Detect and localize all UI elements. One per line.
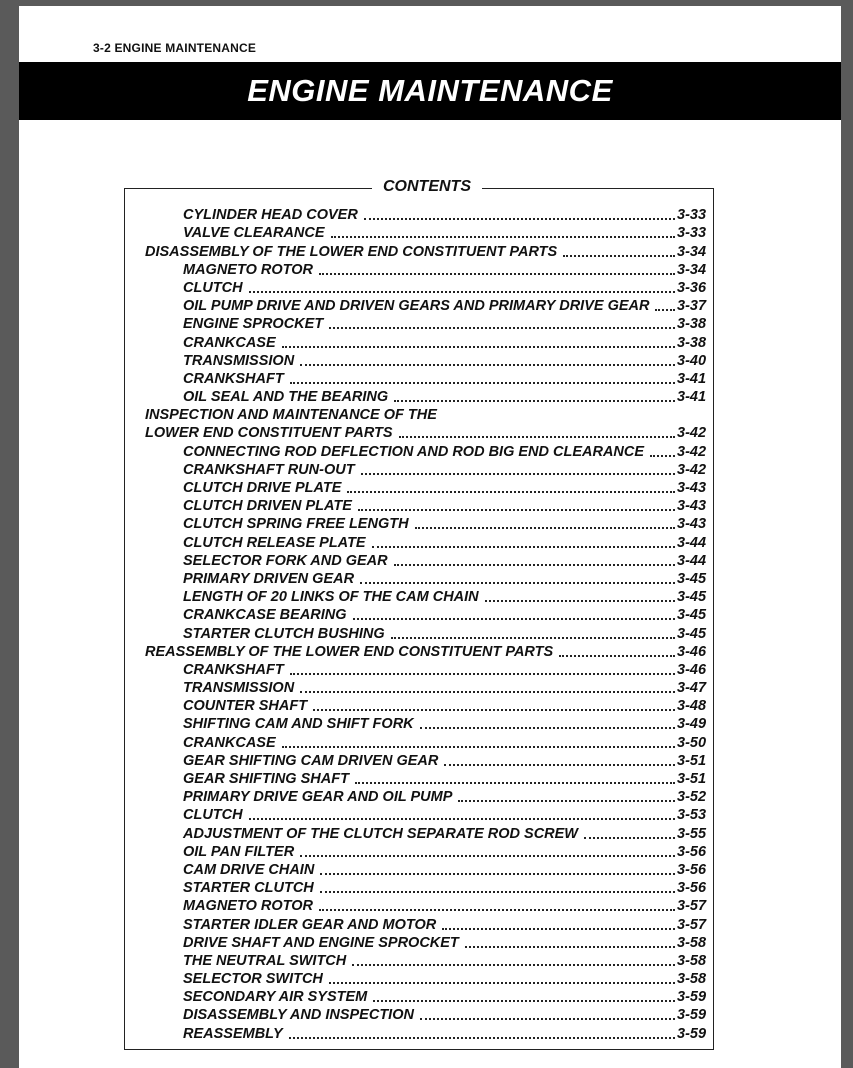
toc-entry-title: OIL SEAL AND THE BEARING <box>183 389 389 406</box>
toc-entry-page: 3-50 <box>677 734 707 751</box>
toc-entry-page: 3-48 <box>677 698 707 715</box>
dot-leader <box>320 873 675 875</box>
dot-leader <box>300 855 675 857</box>
document-page <box>19 6 841 1068</box>
dot-leader <box>319 909 675 911</box>
toc-entry-page: 3-45 <box>677 607 707 624</box>
toc-entry[interactable] <box>125 860 713 878</box>
toc-entry[interactable] <box>125 969 713 987</box>
dot-leader <box>358 509 675 511</box>
toc-entry[interactable] <box>125 605 713 623</box>
toc-entry-page: 3-56 <box>677 880 707 897</box>
toc-entry-page: 3-42 <box>677 425 707 442</box>
toc-entry-page: 3-47 <box>677 680 707 697</box>
toc-entry-title: REASSEMBLY <box>183 1025 283 1042</box>
dot-leader <box>563 255 675 257</box>
toc-entry-page: 3-44 <box>677 552 707 569</box>
toc-entry-page: 3-37 <box>677 298 707 315</box>
toc-entry[interactable] <box>125 787 713 805</box>
toc-entry-page: 3-58 <box>677 952 707 969</box>
dot-leader <box>352 964 675 966</box>
toc-entry-title: STARTER CLUTCH BUSHING <box>183 625 385 642</box>
dot-leader <box>650 455 675 457</box>
toc-entry-page: 3-38 <box>677 316 707 333</box>
toc-entry[interactable] <box>125 223 713 241</box>
dot-leader <box>364 218 675 220</box>
dot-leader <box>282 746 675 748</box>
dot-leader <box>347 491 675 493</box>
toc-entry-title: MAGNETO ROTOR <box>183 898 313 915</box>
toc-entry[interactable] <box>125 332 713 350</box>
dot-leader <box>329 982 675 984</box>
toc-entry-title: CLUTCH DRIVE PLATE <box>183 480 342 496</box>
toc-entry[interactable] <box>125 823 713 841</box>
toc-entry-title: STARTER CLUTCH <box>183 880 314 897</box>
toc-entry-title: PRIMARY DRIVEN GEAR <box>183 570 355 587</box>
toc-entry[interactable] <box>125 296 713 314</box>
toc-entry-page: 3-59 <box>677 1007 707 1024</box>
toc-entry-title: CLUTCH SPRING FREE LENGTH <box>183 516 409 533</box>
dot-leader <box>361 473 675 475</box>
toc-entry-title: CRANKCASE <box>183 334 276 351</box>
toc-entry-title: CRANKSHAFT RUN-OUT <box>183 461 355 478</box>
dot-leader <box>584 837 675 839</box>
dot-leader <box>559 655 675 657</box>
toc-entry[interactable] <box>125 532 713 550</box>
toc-entry[interactable] <box>125 751 713 769</box>
dot-leader <box>329 327 675 329</box>
dot-leader <box>442 928 675 930</box>
toc-entry-page: 3-36 <box>677 279 707 296</box>
toc-entry-page: 3-51 <box>677 771 707 787</box>
toc-entry[interactable] <box>125 551 713 569</box>
toc-entry-title: DISASSEMBLY AND INSPECTION <box>183 1007 414 1024</box>
contents-box <box>124 178 714 1050</box>
toc-entry-page: 3-46 <box>677 643 707 660</box>
toc-entry[interactable] <box>125 369 713 387</box>
dot-leader <box>420 727 675 729</box>
dot-leader <box>320 891 675 893</box>
dot-leader <box>415 527 675 529</box>
dot-leader <box>444 764 675 766</box>
toc-entry[interactable] <box>125 1005 713 1023</box>
dot-leader <box>290 673 675 675</box>
toc-entry[interactable] <box>125 696 713 714</box>
toc-entry-title: SELECTOR SWITCH <box>183 971 323 988</box>
toc-entry[interactable] <box>125 260 713 278</box>
toc-entry-title: CAM DRIVE CHAIN <box>183 861 315 878</box>
toc-entry[interactable] <box>125 514 713 532</box>
toc-entry-title: OIL PUMP DRIVE AND DRIVEN GEARS AND PRIMARY DRIVE GEAR <box>183 298 650 315</box>
dot-leader <box>300 691 675 693</box>
toc-entry-title: CRANKSHAFT <box>183 370 284 387</box>
toc-entry-page: 3-34 <box>677 243 707 260</box>
dot-leader <box>353 618 675 620</box>
dot-leader <box>465 946 675 948</box>
toc-entry-title: ADJUSTMENT OF THE CLUTCH SEPARATE ROD SCREW <box>183 825 578 842</box>
toc-entry-page: 3-46 <box>677 661 707 678</box>
toc-entry-page: 3-34 <box>677 261 707 278</box>
toc-entry[interactable] <box>125 623 713 641</box>
toc-entry-page: 3-53 <box>677 807 707 824</box>
toc-entry-page: 3-33 <box>677 225 707 242</box>
contents-heading: CONTENTS <box>372 178 482 196</box>
toc-entry[interactable] <box>125 441 713 459</box>
toc-entry-title: MAGNETO ROTOR <box>183 261 313 278</box>
toc-entry-title: GEAR SHIFTING CAM DRIVEN GEAR <box>183 752 439 769</box>
toc-entry-title: DRIVE SHAFT AND ENGINE SPROCKET <box>183 934 459 951</box>
toc-entry[interactable] <box>125 805 713 823</box>
toc-entry-page: 3-49 <box>677 716 707 733</box>
dot-leader <box>655 309 675 311</box>
toc-entry-title: LOWER END CONSTITUENT PARTS <box>145 425 393 442</box>
toc-entry[interactable] <box>125 842 713 860</box>
chapter-title-band <box>19 62 841 120</box>
toc-entry[interactable] <box>125 1023 713 1041</box>
toc-entry-page: 3-51 <box>677 752 707 769</box>
toc-entry[interactable] <box>125 914 713 932</box>
toc-entry-title: CRANKCASE <box>183 734 276 751</box>
toc-entry[interactable] <box>125 587 713 605</box>
toc-entry-title: CRANKSHAFT <box>183 661 284 678</box>
toc-list <box>125 205 713 1042</box>
toc-entry-page: 3-45 <box>677 589 707 606</box>
dot-leader <box>391 637 675 639</box>
toc-entry-title: VALVE CLEARANCE <box>183 225 325 242</box>
toc-entry[interactable] <box>125 769 713 787</box>
toc-entry[interactable] <box>125 351 713 369</box>
toc-entry-page: 3-45 <box>677 570 707 587</box>
dot-leader <box>249 291 675 293</box>
toc-entry[interactable] <box>125 878 713 896</box>
toc-entry-title: CRANKCASE BEARING <box>183 607 347 624</box>
toc-entry-title: LENGTH OF 20 LINKS OF THE CAM CHAIN <box>183 589 479 606</box>
toc-entry-page: 3-43 <box>677 480 707 496</box>
toc-entry[interactable] <box>125 460 713 478</box>
toc-entry-title: COUNTER SHAFT <box>183 698 308 715</box>
toc-entry-page: 3-33 <box>677 207 707 224</box>
toc-entry-page: 3-56 <box>677 861 707 878</box>
toc-entry[interactable] <box>125 678 713 696</box>
running-header: 3-2 ENGINE MAINTENANCE <box>93 41 257 55</box>
toc-entry-title: PRIMARY DRIVE GEAR AND OIL PUMP <box>183 789 453 806</box>
toc-entry-page: 3-58 <box>677 971 707 988</box>
toc-entry-page: 3-59 <box>677 989 707 1006</box>
dot-leader <box>394 400 675 402</box>
toc-entry-page: 3-58 <box>677 934 707 951</box>
toc-entry-page: 3-43 <box>677 498 707 515</box>
toc-entry-page: 3-38 <box>677 334 707 351</box>
dot-leader <box>355 782 675 784</box>
dot-leader <box>458 800 675 802</box>
toc-entry-title: STARTER IDLER GEAR AND MOTOR <box>183 916 437 933</box>
dot-leader <box>319 273 675 275</box>
toc-entry[interactable] <box>125 387 713 405</box>
dot-leader <box>249 818 675 820</box>
toc-entry[interactable] <box>125 951 713 969</box>
toc-entry-title: CLUTCH RELEASE PLATE <box>183 534 366 551</box>
toc-entry[interactable] <box>125 569 713 587</box>
toc-entry-title: INSPECTION AND MAINTENANCE OF THE <box>145 407 437 424</box>
toc-entry[interactable] <box>125 423 713 441</box>
toc-entry[interactable] <box>125 241 713 259</box>
toc-entry-page: 3-44 <box>677 534 707 551</box>
toc-entry-title: ENGINE SPROCKET <box>183 316 324 333</box>
toc-entry-title: REASSEMBLY OF THE LOWER END CONSTITUENT PARTS <box>145 643 554 660</box>
dot-leader <box>372 546 675 548</box>
dot-leader <box>399 436 675 438</box>
toc-entry-page: 3-41 <box>677 389 707 406</box>
toc-entry-title: DISASSEMBLY OF THE LOWER END CONSTITUENT PARTS <box>145 243 558 260</box>
toc-entry[interactable] <box>125 642 713 660</box>
toc-entry-title: THE NEUTRAL SWITCH <box>183 952 347 969</box>
toc-entry-page: 3-57 <box>677 916 707 933</box>
toc-entry-page: 3-41 <box>677 370 707 387</box>
toc-entry[interactable] <box>125 987 713 1005</box>
toc-entry-title: CLUTCH <box>183 279 243 296</box>
toc-entry-title: GEAR SHIFTING SHAFT <box>183 771 349 787</box>
toc-entry-title: TRANSMISSION <box>183 352 295 369</box>
toc-entry-title: TRANSMISSION <box>183 680 295 697</box>
toc-entry-title: OIL PAN FILTER <box>183 843 295 860</box>
toc-entry[interactable] <box>125 714 713 732</box>
chapter-title: ENGINE MAINTENANCE <box>247 73 613 108</box>
dot-leader <box>313 709 675 711</box>
dot-leader <box>394 564 675 566</box>
toc-entry-page: 3-59 <box>677 1025 707 1042</box>
toc-entry-page: 3-55 <box>677 825 707 842</box>
toc-entry[interactable] <box>125 278 713 296</box>
toc-entry-title: CONNECTING ROD DEFLECTION AND ROD BIG END CLEARANCE <box>183 443 645 460</box>
dot-leader <box>373 1000 675 1002</box>
dot-leader <box>282 346 675 348</box>
dot-leader <box>331 236 675 238</box>
dot-leader <box>360 582 675 584</box>
toc-entry[interactable] <box>125 478 713 496</box>
toc-entry-title: CLUTCH DRIVEN PLATE <box>183 498 352 515</box>
toc-entry-page: 3-40 <box>677 352 707 369</box>
dot-leader <box>290 382 675 384</box>
toc-entry-page: 3-45 <box>677 625 707 642</box>
toc-entry-page: 3-42 <box>677 443 707 460</box>
dot-leader <box>485 600 675 602</box>
toc-entry[interactable] <box>125 660 713 678</box>
dot-leader <box>289 1037 675 1039</box>
toc-entry[interactable] <box>125 732 713 750</box>
toc-entry-page: 3-42 <box>677 461 707 478</box>
toc-entry[interactable] <box>125 933 713 951</box>
toc-entry-page: 3-57 <box>677 898 707 915</box>
toc-entry-page: 3-56 <box>677 843 707 860</box>
toc-entry-page: 3-52 <box>677 789 707 806</box>
toc-entry-title: CYLINDER HEAD COVER <box>183 207 358 224</box>
toc-entry[interactable] <box>125 496 713 514</box>
toc-entry[interactable] <box>125 314 713 332</box>
toc-entry[interactable] <box>125 896 713 914</box>
toc-entry-title: CLUTCH <box>183 807 243 824</box>
dot-leader <box>420 1018 675 1020</box>
toc-entry[interactable] <box>125 405 713 423</box>
toc-entry-page: 3-43 <box>677 516 707 533</box>
toc-entry-title: SELECTOR FORK AND GEAR <box>183 552 388 569</box>
dot-leader <box>300 364 675 366</box>
toc-entry[interactable] <box>125 205 713 223</box>
toc-entry-title: SECONDARY AIR SYSTEM <box>183 989 368 1006</box>
toc-entry-title: SHIFTING CAM AND SHIFT FORK <box>183 716 414 733</box>
